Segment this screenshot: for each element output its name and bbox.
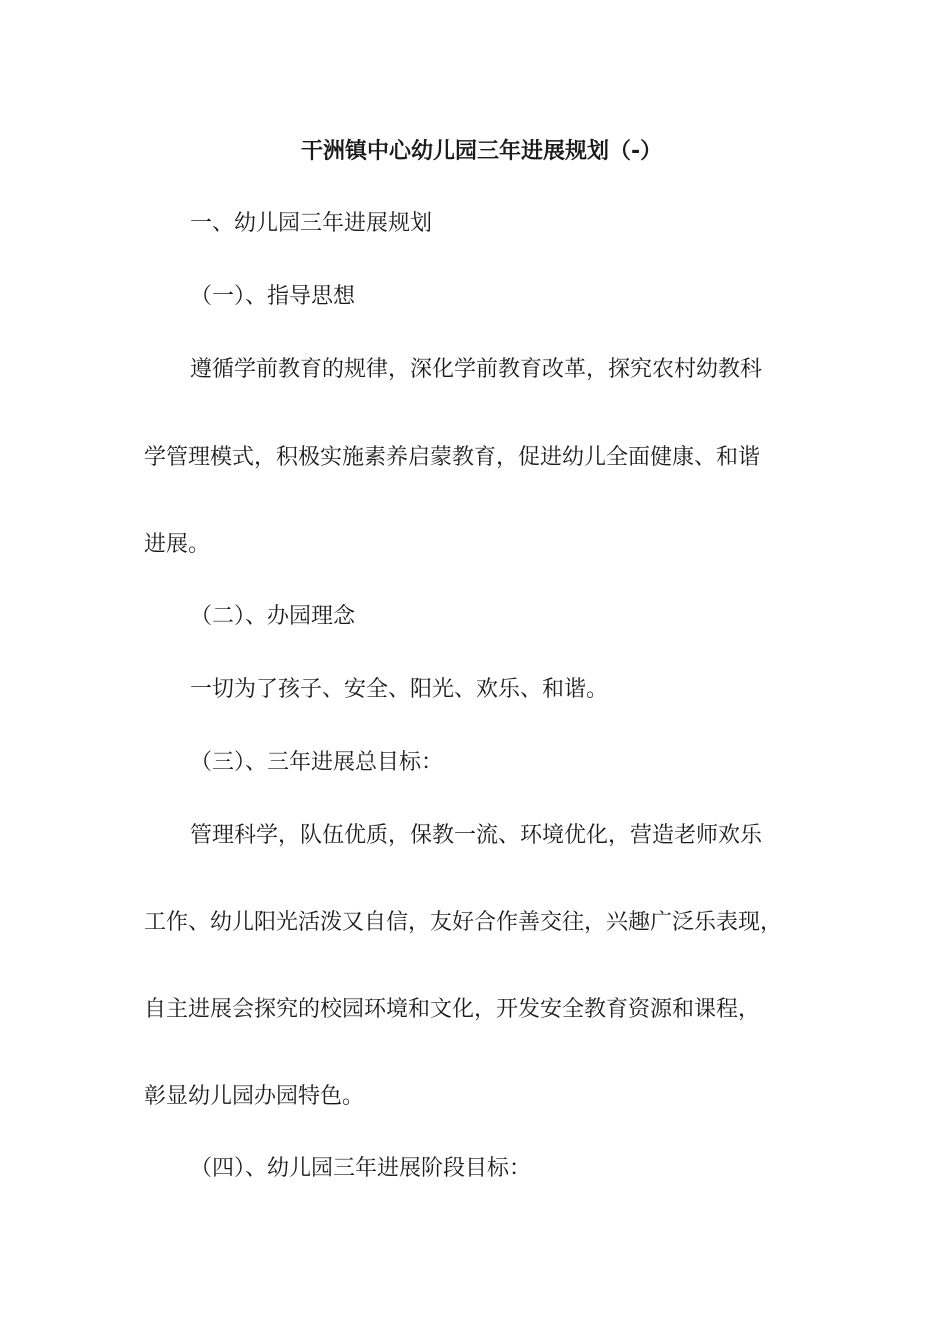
paragraph-line: 遵循学前教育的规律，深化学前教育改革，探究农村幼教科 bbox=[190, 357, 763, 382]
subsection-heading: （三）、三年进展总目标： bbox=[190, 750, 444, 775]
subsection-heading: （四）、幼儿园三年进展阶段目标： bbox=[190, 1156, 532, 1181]
paragraph-line: 工作、幼儿阳光活泼又自信，友好合作善交往，兴趣广泛乐表现， bbox=[144, 910, 783, 935]
paragraph-line: 学管理模式，积极实施素养启蒙教育，促进幼儿全面健康、和谐 bbox=[144, 445, 761, 470]
paragraph-line: 管理科学，队伍优质，保教一流、环境优化，营造老师欢乐 bbox=[190, 823, 763, 848]
subsection-heading: （一）、指导思想 bbox=[190, 284, 356, 309]
section-heading: 一、幼儿园三年进展规划 bbox=[190, 211, 433, 236]
paragraph-line: 彰显幼儿园办园特色。 bbox=[144, 1084, 365, 1109]
subsection-heading: （二）、办园理念 bbox=[190, 604, 356, 629]
paragraph-line: 一切为了孩子、安全、阳光、欢乐、和谐。 bbox=[190, 677, 609, 702]
paragraph-line: 进展。 bbox=[144, 532, 211, 557]
paragraph-line: 自主进展会探究的校园环境和文化，开发安全教育资源和课程， bbox=[144, 997, 761, 1022]
document-title: 干洲镇中心幼儿园三年进展规划（-） bbox=[301, 139, 663, 164]
